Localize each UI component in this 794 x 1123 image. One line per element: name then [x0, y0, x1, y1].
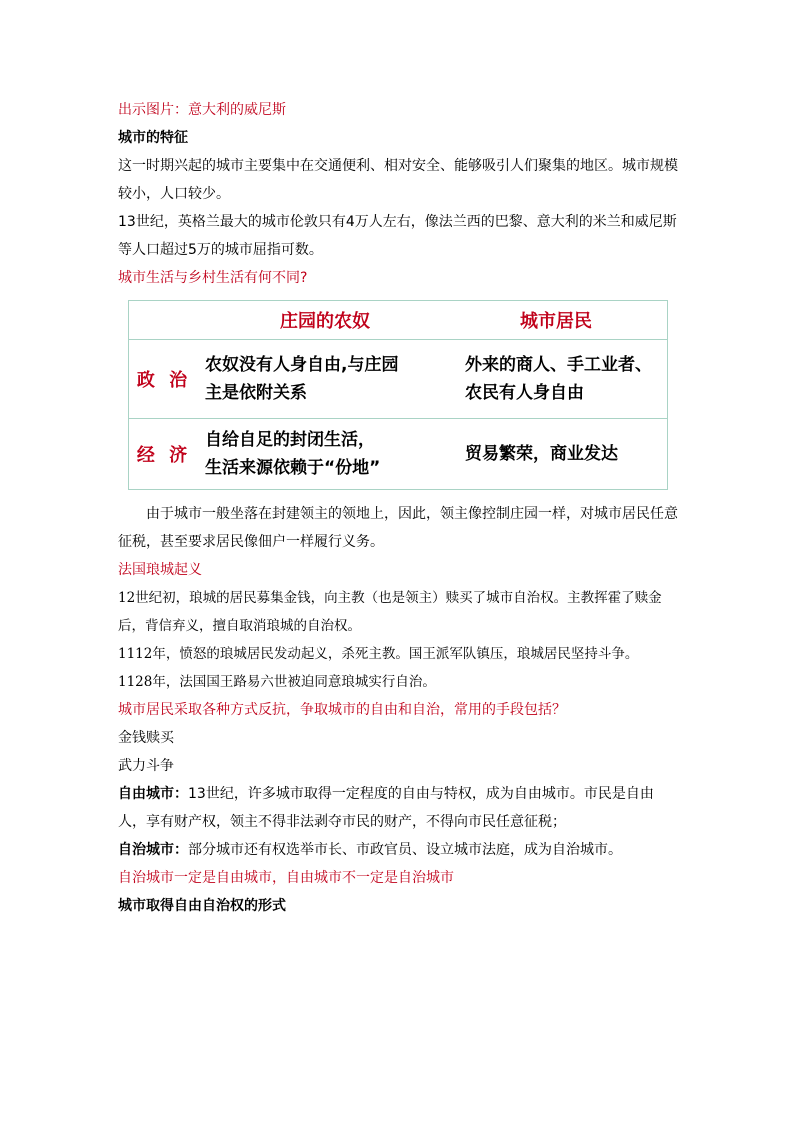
paragraph-lord-control: 由于城市一般坐落在封建领主的领地上，因此，领主像控制庄园一样，对城市居民任意征税，甚至要求居民像佃户一样履行义务。 — [118, 506, 678, 550]
table-corner-cell — [129, 301, 200, 340]
table-cell — [199, 419, 445, 490]
definition-free-city-text: 13世纪，许多城市取得一定程度的自由与特权，成为自由城市。市民是自由人，享有财产权，领主不得非法剥夺市民的财产，不得向市民任意征税； — [118, 786, 654, 830]
term-autonomous-city: 自治城市： — [118, 842, 188, 858]
answer-money-redemption: 金钱赎买 — [118, 730, 174, 746]
table-row-head: 经 济 — [129, 419, 200, 490]
definition-free-city — [118, 780, 678, 836]
table-cell-line: 主是依附关系 — [205, 383, 307, 403]
table-cell-line: 生活来源依赖于“份地” — [205, 458, 381, 478]
table-row-economy — [129, 419, 668, 490]
comparison-table — [128, 300, 668, 490]
image-note: 出示图片：意大利的威尼斯 — [118, 102, 286, 118]
table-cell-line: 外来的商人、手工业者、 — [465, 355, 652, 375]
term-free-city: 自由城市： — [118, 786, 188, 802]
paragraph-laon-12th: 12世纪初，琅城的居民募集金钱，向主教（也是领主）赎买了城市自治权。主教挥霍了赎金后，背信弃义，擅自取消琅城的自治权。 — [118, 590, 662, 634]
table-col-citizen: 城市居民 — [520, 311, 592, 332]
table-cell-line: 农民有人身自由 — [465, 383, 584, 403]
answer-armed-struggle: 武力斗争 — [118, 758, 174, 774]
definition-autonomous-city — [118, 836, 678, 864]
table-col-serf: 庄园的农奴 — [280, 311, 370, 332]
table-cell — [199, 340, 445, 419]
paragraph-laon-1112: 1112年，愤怒的琅城居民发动起义，杀死主教。国王派军队镇压，琅城居民坚持斗争。 — [118, 646, 639, 662]
table-cell-line: 农奴没有人身自由,与庄园 — [205, 355, 399, 375]
paragraph-laon-1128: 1128年，法国国王路易六世被迫同意琅城实行自治。 — [118, 674, 436, 690]
table-row-head: 政 治 — [129, 340, 200, 419]
note-autonomous-vs-free: 自治城市一定是自由城市，自由城市不一定是自治城市 — [118, 870, 454, 886]
table-cell-line: 贸易繁荣，商业发达 — [465, 444, 618, 464]
document-page — [118, 96, 678, 920]
question-city-vs-country: 城市生活与乡村生活有何不同? — [118, 270, 308, 286]
section-heading-city-features: 城市的特征 — [118, 130, 188, 146]
paragraph-city-features: 这一时期兴起的城市主要集中在交通便利、相对安全、能够吸引人们聚集的地区。城市规模较小，人口较少。 — [118, 158, 678, 202]
table-header-row — [129, 301, 668, 340]
paragraph-london-population: 13世纪，英格兰最大的城市伦敦只有4万人左右，像法兰西的巴黎、意大利的米兰和威尼斯等人口超过5万的城市屈指可数。 — [118, 214, 677, 258]
table-cell — [445, 419, 668, 490]
question-resistance-methods: 城市居民采取各种方式反抗，争取城市的自由和自治，常用的手段包括？ — [118, 702, 566, 718]
table-cell — [445, 340, 668, 419]
heading-autonomy-forms: 城市取得自由自治权的形式 — [118, 898, 286, 914]
table-cell-line: 自给自足的封闭生活， — [205, 430, 375, 450]
heading-laon-uprising: 法国琅城起义 — [118, 562, 202, 578]
table-row-politics — [129, 340, 668, 419]
definition-autonomous-city-text: 部分城市还有权选举市长、市政官员、设立城市法庭，成为自治城市。 — [188, 842, 622, 858]
